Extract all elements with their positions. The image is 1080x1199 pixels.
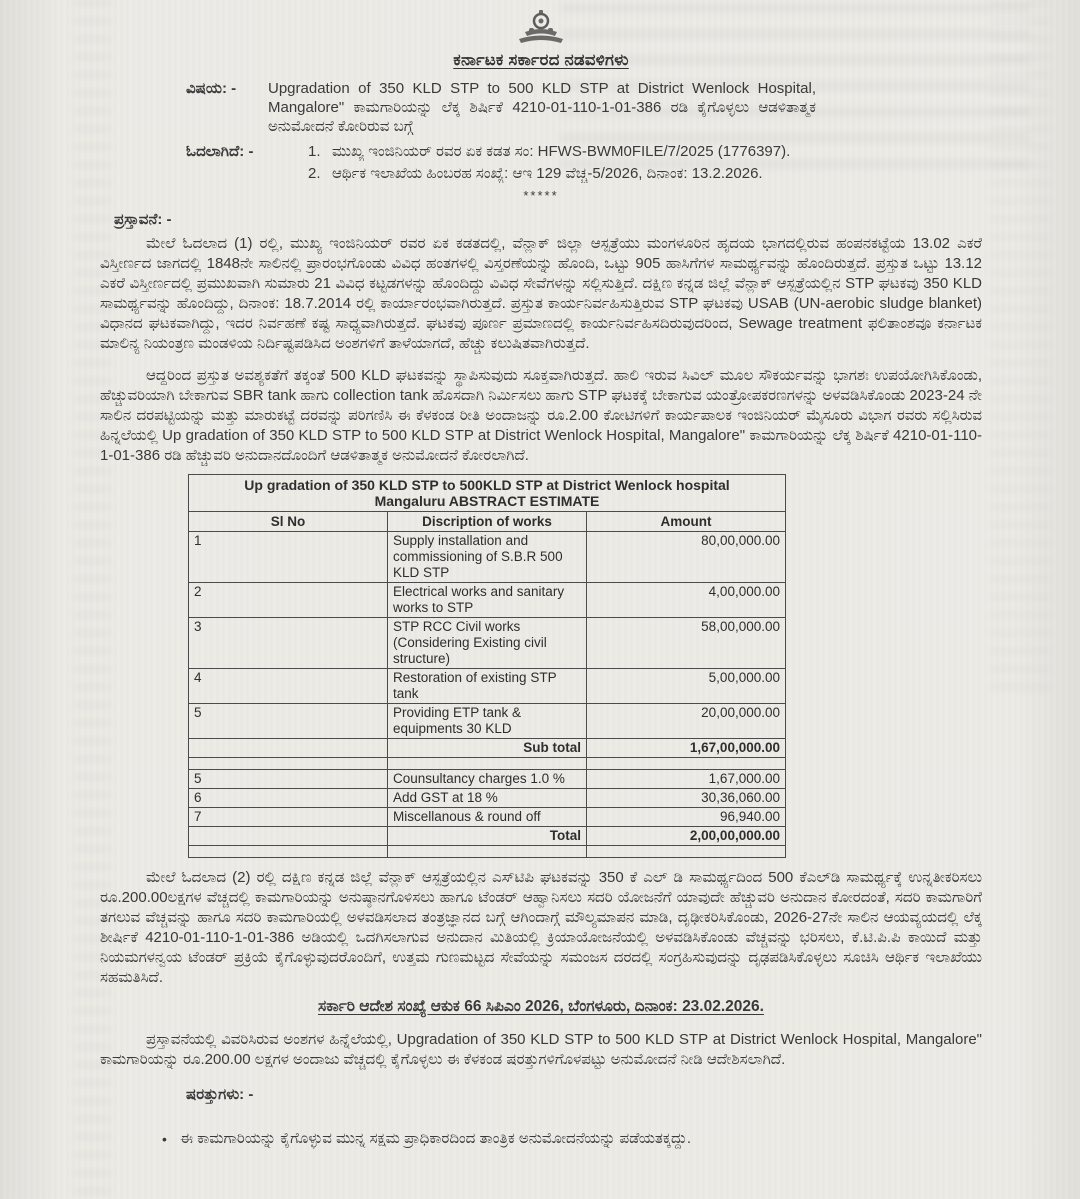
subject-text: Upgradation of 350 KLD STP to 500 KLD STP at District Wenlock Hospital, Mangalore" ಕಾಮಗಾರಿಯನ್ನು ಲೆಕ್ಕ ಶಿರ್ಷಿಕೆ 4210-01-110-1-01-386 ರಡಿ ಕೈಗೊಳ್ಳಲು ಆಡಳಿತಾತ್ಮಕ ಅನುಮೋದನೆ ಕೋರಿರುವ ಬಗ್ಗೆ <box>268 80 816 135</box>
table-cell-sl: 5 <box>189 704 388 739</box>
table-cell-desc: STP RCC Civil works (Considering Existing civil structure) <box>388 618 587 669</box>
table-cell-sl: 4 <box>189 669 388 704</box>
table-cell-amount: 58,00,000.00 <box>587 618 786 669</box>
preamble-paragraph-2: ಆದ್ದರಿಂದ ಪ್ರಸ್ತುತ ಅವಶ್ಯಕತೆಗೆ ತಕ್ಕಂತೆ 500 KLD ಘಟಕವನ್ನು ಸ್ಥಾಪಿಸುವುದು ಸೂಕ್ತವಾಗಿರುತ್ತದೆ. ಹಾಲಿ ಇರುವ ಸಿವಿಲ್ ಮೂಲ ಸೌಕರ್ಯವನ್ನು ಭಾಗಶಃ ಉಪಯೋಗಿಸಿಕೊಂಡು, ಹೆಚ್ಚುವರಿಯಾಗಿ ಬೇಕಾಗುವ SBR tank ಹಾಗು collection tank ಹೊಸದಾಗಿ ನಿರ್ಮಿಸಲು ಹಾಗು STP ಘಟಕಕ್ಕೆ ಬೇಕಾಗುವ ಯಂತ್ರೋಪಕರಣಗಳನ್ನು ಅಳವಡಿಸಿಕೊಂಡು 2023-24 ನೇ ಸಾಲಿನ ದರಪಟ್ಟಿಯನ್ನು ಮತ್ತು ಮಾರುಕಟ್ಟೆ ದರವನ್ನು ಪರಿಗಣಿಸಿ ಈ ಕೆಳಕಂಡ ರೀತಿ ಅಂದಾಜನ್ನು ರೂ.2.00 ಕೋಟಿಗಳಿಗೆ ಕಾರ್ಯಪಾಲಕ ಇಂಜಿನಿಯರ್ ಮೈಸೂರು ವಿಭಾಗ ರವರು ಸಲ್ಲಿಸಿರುವ ಹಿನ್ನಲೆಯಲ್ಲಿ Up gradation of 350 KLD STP to 500 KLD STP at District Wenlock Hospital, Mangalore" ಕಾಮಗಾರಿಯನ್ನು ಲೆಕ್ಕ ಶಿರ್ಷಿಕೆ 4210-01-110-1-01-386 ರಡಿ ಹೆಚ್ಚುವರಿ ಅನುದಾನದೊಂದಿಗೆ ಆಡಳಿತಾತ್ಮಕ ಅನುಮೋದನೆ ಕೋರಲಾಗಿದೆ. <box>100 367 982 464</box>
table-cell-desc: Electrical works and sanitary works to STP <box>388 583 587 618</box>
table-cell-sl: 7 <box>189 808 388 827</box>
table-cell-desc: Add GST at 18 % <box>388 789 587 808</box>
table-row <box>189 618 786 669</box>
table-cell-sl <box>189 846 388 858</box>
item-text: ಆರ್ಥಿಕ ಇಲಾಖೆಯ ಹಿಂಬರಹ ಸಂಖ್ಯೆ: ಆಇ 129 ವೆಚ್ಚ-5/2026, ದಿನಾಂಕ: 13.2.2026. <box>332 165 763 182</box>
table-cell-amount: 30,36,060.00 <box>587 789 786 808</box>
table-row <box>189 789 786 808</box>
preamble-label: ಪ್ರಸ್ತಾವನೆ: - <box>114 211 172 228</box>
table-cell-amount: 1,67,000.00 <box>587 770 786 789</box>
table-cell-amount: 1,67,00,000.00 <box>587 739 786 758</box>
table-row <box>189 669 786 704</box>
column-header-description: Discription of works <box>388 512 587 532</box>
table-title-line1: Up gradation of 350 KLD STP to 500KLD STP at District Wenlock hospital <box>244 477 730 493</box>
table-row <box>189 739 786 758</box>
table-cell-amount: 2,00,00,000.00 <box>587 827 786 846</box>
table-row <box>189 758 786 770</box>
table-cell-sl: 6 <box>189 789 388 808</box>
item-number: 2. <box>308 165 321 182</box>
table-cell-sl: 3 <box>189 618 388 669</box>
table-cell-amount: 4,00,000.00 <box>587 583 786 618</box>
conditions-label: ಷರತ್ತುಗಳು: - <box>186 1086 254 1103</box>
table-row <box>189 808 786 827</box>
table-cell-sl <box>189 739 388 758</box>
list-item <box>268 142 868 161</box>
table-cell-desc: Restoration of existing STP tank <box>388 669 587 704</box>
table-row <box>189 583 786 618</box>
item-number: 1. <box>308 143 321 160</box>
abstract-estimate-table <box>188 474 786 858</box>
table-row <box>189 827 786 846</box>
subject-row <box>186 79 982 136</box>
table-cell-desc <box>388 758 587 770</box>
table-cell-desc: Miscellanous & round off <box>388 808 587 827</box>
document-content <box>100 6 982 1149</box>
karnataka-government-emblem-icon <box>515 8 567 50</box>
condition-item <box>162 1129 982 1149</box>
table-cell-desc: Providing ETP tank & equipments 30 KLD <box>388 704 587 739</box>
table-cell-amount <box>587 758 786 770</box>
table-cell-desc <box>388 846 587 858</box>
table-cell-desc: Total <box>388 827 587 846</box>
column-header-amount: Amount <box>587 512 786 532</box>
condition-text: ಈ ಕಾಮಗಾರಿಯನ್ನು ಕೈಗೊಳ್ಳುವ ಮುನ್ನ ಸಕ್ಷಮ ಪ್ರಾಧಿಕಾರದಿಂದ ತಾಂತ್ರಿಕ ಅನುಮೋದನೆಯನ್ನು ಪಡೆಯತಕ್ಕದ್ದು. <box>180 1130 692 1147</box>
table-cell-sl <box>189 758 388 770</box>
table-cell-desc: Sub total <box>388 739 587 758</box>
table-cell-sl: 2 <box>189 583 388 618</box>
table-cell-desc: Supply installation and commissioning of S.B.R 500 KLD STP <box>388 532 587 583</box>
table-row <box>189 846 786 858</box>
section-separator: ***** <box>523 188 559 203</box>
item-text: ಮುಖ್ಯ ಇಂಜಿನಿಯರ್ ರವರ ಏಕ ಕಡತ ಸಂ: HFWS-BWM0FILE/7/2025 (1776397). <box>332 143 791 160</box>
government-order-number-line: ಸರ್ಕಾರಿ ಆದೇಶ ಸಂಖ್ಯೆ ಆಕುಕ 66 ಸಿಪಿಎಂ 2026, ಬೆಂಗಳೂರು, ದಿನಾಂಕ: 23.02.2026. <box>318 998 764 1015</box>
table-cell-amount: 80,00,000.00 <box>587 532 786 583</box>
preamble-paragraph-1: ಮೇಲೆ ಓದಲಾದ (1) ರಲ್ಲಿ, ಮುಖ್ಯ ಇಂಜಿನಿಯರ್ ರವರ ಏಕ ಕಡತದಲ್ಲಿ, ವೆನ್ಲಾಕ್ ಜಿಲ್ಲಾ ಆಸ್ಪತ್ರೆಯು ಮಂಗಳೂರಿನ ಹೃದಯ ಭಾಗದಲ್ಲಿರುವ ಹಂಪನಕಟ್ಟೆಯ 13.02 ಎಕರೆ ವಿಸ್ತೀರ್ಣದ ಜಾಗದಲ್ಲಿ 1848ನೇ ಸಾಲಿನಲ್ಲಿ ಪ್ರಾರಂಭಗೊಂಡು ವಿವಿಧ ಹಂತಗಳಲ್ಲಿ ವಿಸ್ತರಣೆಯನ್ನು ಹೊಂದಿ, ಒಟ್ಟು 905 ಹಾಸಿಗೆಗಳ ಸಾಮರ್ಥ್ಯವನ್ನು ಹೊಂದಿರುತ್ತದೆ. ಪ್ರಸ್ತುತ ಒಟ್ಟು 13.12 ಎಕರೆ ವಿಸ್ತೀರ್ಣದಲ್ಲಿ ಪ್ರಮುಖವಾಗಿ ಸುಮಾರು 21 ವಿವಿಧ ಕಟ್ಟಡಗಳನ್ನು ಹೊಂದಿದ್ದು ವಿವಿಧ ಸೇವೆಗಳನ್ನು ಸಲ್ಲಿಸುತ್ತಿದೆ. ದಕ್ಷಿಣ ಕನ್ನಡ ಜಿಲ್ಲೆ ವೆನ್ಲಾಕ್ ಆಸ್ಪತ್ರೆಯಲ್ಲಿನ STP ಘಟಕವು 350 KLD ಸಾಮರ್ಥ್ಯವನ್ನು ಹೊಂದಿದ್ದು, ದಿನಾಂಕ: 18.7.2014 ರಲ್ಲಿ ಕಾರ್ಯಾರಂಭವಾಗಿರುತ್ತದೆ. ಪ್ರಸ್ತುತ ಕಾರ್ಯನಿರ್ವಹಿಸುತ್ತಿರುವ STP ಘಟಕವು USAB (UN-aerobic sludge blanket) ವಿಧಾನದ ಘಟಕವಾಗಿದ್ದು, ಇದರ ನಿರ್ವಹಣೆ ಕಷ್ಟ ಸಾಧ್ಯವಾಗಿರುತ್ತದೆ. ಘಟಕವು ಪೂರ್ಣ ಪ್ರಮಾಣದಲ್ಲಿ ಕಾರ್ಯನಿರ್ವಹಿಸದಿರುವುದರಿಂದ, Sewage treatment ಫಲಿತಾಂಶವೂ ಕರ್ನಾಟಕ ಮಾಲಿನ್ಯ ನಿಯಂತ್ರಣ ಮಂಡಳಿಯ ನಿರ್ದಿಷ್ಟಪಡಿಸಿದ ಅಂಶಗಳಿಗೆ ತಾಳೆಯಾಗದೆ, ಹೆಚ್ಚು ಕಲುಷಿತವಾಗಿರುತ್ತದೆ. <box>100 235 982 352</box>
read-items <box>268 142 868 186</box>
column-header-sl-no: Sl No <box>189 512 388 532</box>
table-cell-amount: 96,940.00 <box>587 808 786 827</box>
table-row <box>189 770 786 789</box>
table-header-row <box>189 512 786 532</box>
table-title <box>189 475 786 512</box>
read-row <box>186 142 982 186</box>
table-cell-amount: 20,00,000.00 <box>587 704 786 739</box>
table-cell-sl: 5 <box>189 770 388 789</box>
subject-label: ವಿಷಯ: - <box>186 80 237 97</box>
table-cell-amount: 5,00,000.00 <box>587 669 786 704</box>
bullet-icon: • <box>162 1131 167 1147</box>
table-row <box>189 532 786 583</box>
table-cell-sl: 1 <box>189 532 388 583</box>
list-item <box>268 164 868 183</box>
document-title: ಕರ್ನಾಟಕ ಸರ್ಕಾರದ ನಡವಳಿಗಳು <box>453 51 629 69</box>
table-title-line2: Mangaluru ABSTRACT ESTIMATE <box>374 493 600 509</box>
table-row <box>189 704 786 739</box>
order-paragraph: ಪ್ರಸ್ತಾವನೆಯಲ್ಲಿ ವಿವರಿಸಿರುವ ಅಂಶಗಳ ಹಿನ್ನೆಲೆಯಲ್ಲಿ, Upgradation of 350 KLD STP to 500 KLD STP at District Wenlock Hospital, Mangalore" ಕಾಮಗಾರಿಯನ್ನು ರೂ.200.00 ಲಕ್ಷಗಳ ಅಂದಾಜು ವೆಚ್ಚದಲ್ಲಿ ಕೈಗೊಳ್ಳಲು ಈ ಕೆಳಕಂಡ ಷರತ್ತುಗಳಿಗೊಳಪಟ್ಟು ಅನುಮೋದನೆ ನೀಡಿ ಆದೇಶಿಸಲಾಗಿದೆ. <box>100 1031 982 1068</box>
table-cell-amount <box>587 846 786 858</box>
paragraph-read-2: ಮೇಲೆ ಓದಲಾದ (2) ರಲ್ಲಿ ದಕ್ಷಿಣ ಕನ್ನಡ ಜಿಲ್ಲೆ ವೆನ್ಲಾಕ್ ಆಸ್ಪತ್ರೆಯಲ್ಲಿನ ಎಸ್‌ಟಿಪಿ ಘಟಕವನ್ನು 350 ಕೆ ಎಲ್ ಡಿ ಸಾಮರ್ಥ್ಯದಿಂದ 500 ಕೆಎಲ್‌ಡಿ ಸಾಮರ್ಥ್ಯಕ್ಕೆ ಉನ್ನತೀಕರಿಸಲು ರೂ.200.00ಲಕ್ಷಗಳ ವೆಚ್ಚದಲ್ಲಿ ಕಾಮಗಾರಿಯನ್ನು ಅನುಷ್ಠಾನಗೊಳಿಸಲು ಹಾಗೂ ಟೆಂಡರ್ ಆಹ್ವಾನಿಸಲು ಸದರಿ ಯೋಜನೆಗೆ ಯಾವುದೇ ಹೆಚ್ಚುವರಿ ಅನುದಾನ ಕೋರದಂತೆ, ಸದರಿ ಕಾಮಗಾರಿಗೆ ತಗಲುವ ವೆಚ್ಚವನ್ನು ಹಾಗೂ ಸದರಿ ಕಾಮಗಾರಿಯಲ್ಲಿ ಅಳವಡಿಸಲಾದ ತಂತ್ರಜ್ಞಾನದ ಬಗ್ಗೆ ಆಗಿಂದಾಗ್ಗೆ ಮೌಲ್ಯಮಾಪನ ಮಾಡಿ, ದೃಢೀಕರಿಸಿಕೊಂಡು, 2026-27ನೇ ಸಾಲಿನ ಆಯವ್ಯಯದಲ್ಲಿ ಲೆಕ್ಕ ಶೀರ್ಷಿಕೆ 4210-01-110-1-01-386 ಅಡಿಯಲ್ಲಿ ಒದಗಿಸಲಾಗುವ ಅನುದಾನ ಮಿತಿಯಲ್ಲಿ ಕ್ರಿಯಾಯೋಜನೆಯಲ್ಲಿ ಅಳವಡಿಸಿಕೊಂಡು ವೆಚ್ಚವನ್ನು ಭರಿಸಲು, ಕೆ.ಟಿ.ಪಿ.ಪಿ ಕಾಯಿದೆ ಮತ್ತು ನಿಯಮಗಳನ್ವಯ ಟೆಂಡರ್ ಪ್ರಕ್ರಿಯೆ ಕೈಗೊಳ್ಳುವುದರೊಂದಿಗೆ, ಉತ್ತಮ ಗುಣಮಟ್ಟದ ಸೇವೆಯನ್ನು ಸಮಂಜಸ ದರದಲ್ಲಿ ಸಂಗ್ರಹಿಸುವುದನ್ನು ದೃಢಪಡಿಸಿಕೊಳ್ಳಲು ಸೂಚಿಸಿ ಆರ್ಥಿಕ ಇಲಾಖೆಯು ಸಹಮತಿಸಿದೆ. <box>100 869 982 986</box>
read-label: ಓದಲಾಗಿದೆ: - <box>186 143 254 160</box>
table-cell-sl <box>189 827 388 846</box>
table-cell-desc: Counsultancy charges 1.0 % <box>388 770 587 789</box>
